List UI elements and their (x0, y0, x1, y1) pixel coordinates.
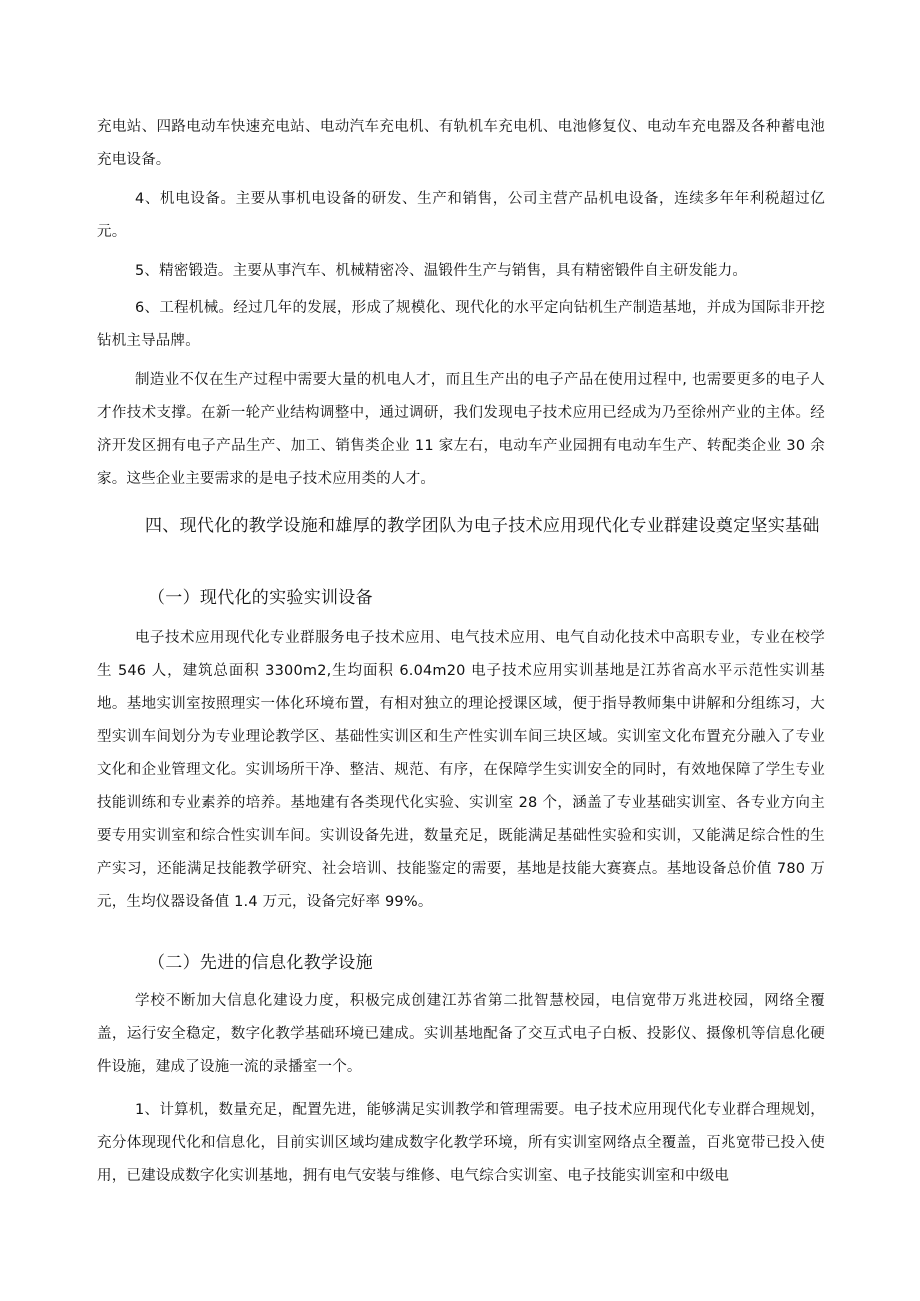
section-heading-4: 四、现代化的教学设施和雄厚的教学团队为电子技术应用现代化专业群建设奠定坚实基础 (145, 516, 820, 536)
paragraph-precision-forging: 5、精密锻造。主要从事汽车、机械精密冷、温锻件生产与销售，具有精密锻件自主研发能力。 (135, 263, 748, 279)
paragraph-engineering-machinery: 6、工程机械。经过几年的发展，形成了规模化、现代化的水平定向钻机生产制造基地，并成为国际非开挖钻机主导品牌。 (97, 300, 825, 349)
paragraph-manufacturing-talent: 制造业不仅在生产过程中需要大量的机电人才，而且生产出的电子产品在使用过程中, 也需要更多的电子人才作技术支撑。在新一轮产业结构调整中，通过调研，我们发现电子技术应用已经成为乃至徐州产业的主体。经济开发区拥有电子产品生产、加工、销售类企业 11 家左右，电动车产业园拥有电动车生产、转配类企业 30 余家。这些企业主要需求的是电子技术应用类的人才。 (97, 372, 825, 487)
subheading-training-equipment: （一）现代化的实验实训设备 (148, 588, 373, 608)
paragraph-training-base: 电子技术应用现代化专业群服务电子技术应用、电气技术应用、电气自动化技术中高职专业，专业在校学生 546 人，建筑总面积 3300m2,生均面积 6.04m20 电子技术应用实训基地是江苏省高水平示范性实训基地。基地实训室按照理实一体化环境布置，有相对独立的理论授课区域，便于指导教师集中讲解和分组练习，大型实训车间划分为专业理论教学区、基础性实训区和生产性实训车间三块区域。实训室文化布置充分融入了专业文化和企业管理文化。实训场所干净、整洁、规范、有序，在保障学生实训安全的同时，有效地保障了学生专业技能训练和专业素养的培养。基地建有各类现代化实验、实训室 28 个，涵盖了专业基础实训室、各专业方向主要专用实训室和综合性实训车间。实训设备先进，数量充足，既能满足基础性实验和实训，又能满足综合性的生产实习，还能满足技能教学研究、社会培训、技能鉴定的需要，基地是技能大赛赛点。基地设备总价值 780 万元，生均仪器设备值 1.4 万元，设备完好率 99%。 (97, 630, 825, 910)
paragraph-charging-equipment: 充电站、四路电动车快速充电站、电动汽车充电机、有轨机车充电机、电池修复仪、电动车充电器及各种蓄电池充电设备。 (97, 119, 825, 168)
paragraph-computers: 1、计算机，数量充足，配置先进，能够满足实训教学和管理需要。电子技术应用现代化专业群合理规划，充分体现现代化和信息化，目前实训区域均建成数字化教学环境，所有实训室网络点全覆盖，百兆宽带已投入使用，已建设成数字化实训基地，拥有电气安装与维修、电气综合实训室、电子技能实训室和中级电 (97, 1102, 825, 1184)
paragraph-smart-campus: 学校不断加大信息化建设力度，积极完成创建江苏省第二批智慧校园，电信宽带万兆进校园，网络全覆盖，运行安全稳定，数字化教学基础环境已建成。实训基地配备了交互式电子白板、投影仪、摄像机等信息化硬件设施，建成了设施一流的录播室一个。 (97, 993, 825, 1075)
paragraph-electromechanical: 4、机电设备。主要从事机电设备的研发、生产和销售，公司主营产品机电设备，连续多年年利税超过亿元。 (97, 191, 825, 240)
subheading-it-facilities: （二）先进的信息化教学设施 (148, 953, 373, 973)
